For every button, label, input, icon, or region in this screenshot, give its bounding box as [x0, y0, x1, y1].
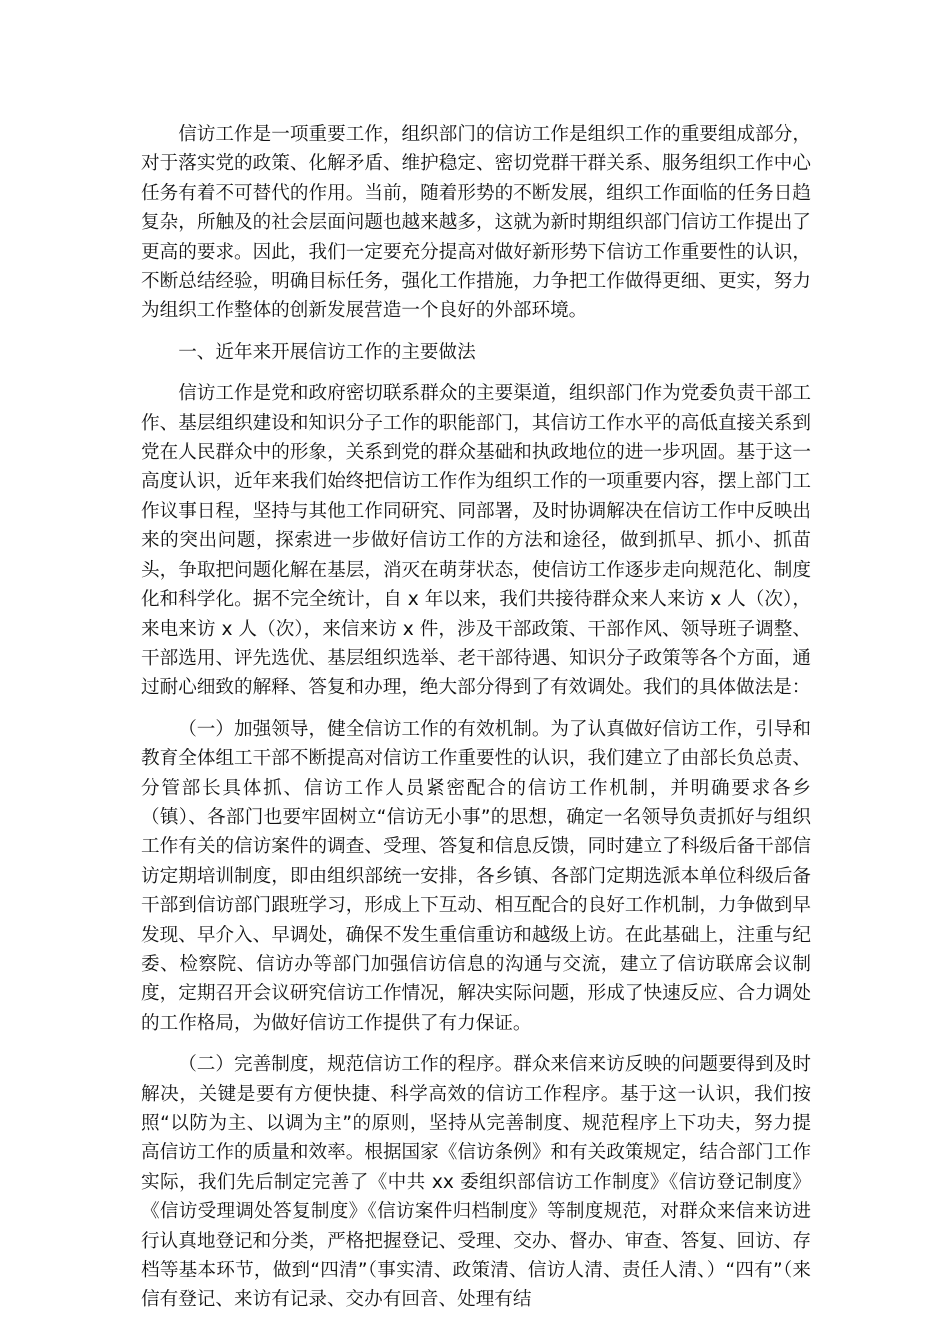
item-two-paragraph: （二）完善制度，规范信访工作的程序。群众来信来访反映的问题要得到及时解决，关键是要有方便快捷、科学高效的信访工作程序。基于这一认识，我们按照“以防为主、以调为主”的原则，坚持从完善制度、规范程序上下功夫，努力提高信访工作的质量和效率。根据国家《信访条例》和有关政策规定，结合部门工作实际，我们先后制定完善了《中共 xx 委组织部信访工作制度》《信访登记制度》《信访受理调处答复制度》《信访案件归档制度》等制度规范，对群众来信来访进行认真地登记和分类，严格把握登记、受理、交办、督办、审查、答复、回访、存档等基本环节，做到“四清”（事实清、政策清、信访人清、责任人清、）“四有”（来信有登记、来访有记录、交办有回音、处理有结 — [141, 1054, 811, 1311]
item-one-paragraph: （一）加强领导，健全信访工作的有效机制。为了认真做好信访工作，引导和教育全体组工干部不断提高对信访工作重要性的认识，我们建立了由部长负总责、分管部长具体抓、信访工作人员紧密配合的信访工作机制，并明确要求各乡（镇）、各部门也要牢固树立“信访无小事”的思想，确定一名领导负责抓好与组织工作有关的信访案件的调查、受理、答复和信息反馈，同时建立了科级后备干部信访定期培训制度，即由组织部统一安排，各乡镇、各部门定期选派本单位科级后备干部到信访部门跟班学习，形成上下互动、相互配合的良好工作机制，力争做到早发现、早介入、早调处，确保不发生重信重访和越级上访。在此基础上，注重与纪委、检察院、信访办等部门加强信访信息的沟通与交流，建立了信访联席会议制度，定期召开会议研究信访工作情况，解决实际问题，形成了快速反应、合力调处的工作格局，为做好信访工作提供了有力保证。 — [141, 718, 811, 1034]
section-body-paragraph: 信访工作是党和政府密切联系群众的主要渠道，组织部门作为党委负责干部工作、基层组织建设和知识分子工作的职能部门，其信访工作水平的高低直接关系到党在人民群众中的形象，关系到党的群众基础和执政地位的进一步巩固。基于这一高度认识，近年来我们始终把信访工作作为组织工作的一项重要内容，摆上部门工作议事日程，坚持与其他工作同研究、同部署，及时协调解决在信访工作中反映出来的突出问题，探索进一步做好信访工作的方法和途径，做到抓早、抓小、抓苗头，争取把问题化解在基层，消灭在萌芽状态，使信访工作逐步走向规范化、制度化和科学化。据不完全统计，自 x 年以来，我们共接待群众来人来访 x 人（次），来电来访 x 人（次），来信来访 x 件，涉及干部政策、干部作风、领导班子调整、干部选用、评先选优、基层组织选举、老干部待遇、知识分子政策等各个方面，通过耐心细致的解释、答复和办理，绝大部分得到了有效调处。我们的具体做法是： — [141, 383, 811, 699]
intro-paragraph: 信访工作是一项重要工作，组织部门的信访工作是组织工作的重要组成部分，对于落实党的政策、化解矛盾、维护稳定、密切党群干群关系、服务组织工作中心任务有着不可替代的作用。当前，随着形势的不断发展，组织工作面临的任务日趋复杂，所触及的社会层面问题也越来越多，这就为新时期组织部门信访工作提出了更高的要求。因此，我们一定要充分提高对做好新形势下信访工作重要性的认识，不断总结经验，明确目标任务，强化工作措施，力争把工作做得更细、更实，努力为组织工作整体的创新发展营造一个良好的外部环境。 — [141, 124, 811, 322]
document-page — [141, 120, 811, 1327]
section-heading: 一、近年来开展信访工作的主要做法 — [178, 341, 476, 363]
